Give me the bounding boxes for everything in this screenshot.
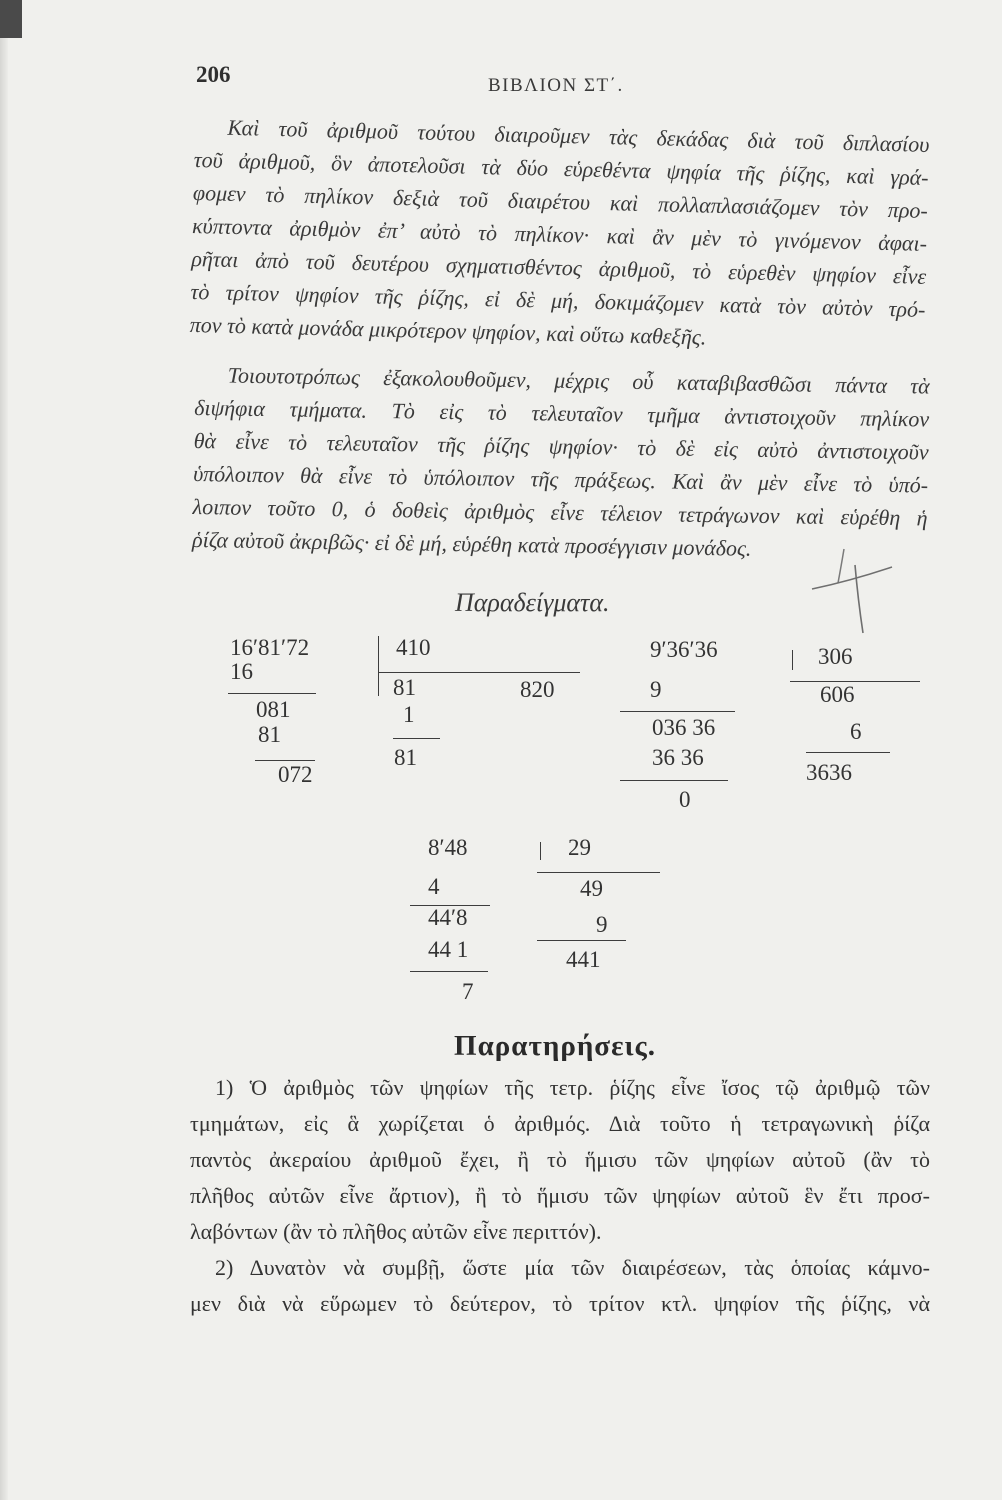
example-3-side-value: 441 bbox=[566, 947, 601, 972]
paragraph-2-line-5: λοιπον τοῦτο 0, ὁ δοθεὶς ἀριθμὸς εἶνε τέλειον τετράγωνον καὶ εὑρέθη ἡ bbox=[192, 493, 928, 531]
example-2-rule bbox=[620, 780, 728, 781]
example-1-work-line: 081 bbox=[256, 697, 291, 722]
observation-1-line-4: πλῆθος αὐτῶν εἶνε ἄρτιον), ἢ τὸ ἥμισυ τῶν ψηφίων αὐτοῦ ἓν ἔτι προσ- bbox=[190, 1183, 930, 1208]
example-3-rule bbox=[410, 971, 488, 972]
example-2-work-line: 9 bbox=[650, 677, 662, 702]
paragraph-1-line-4: κύπτοντα ἀριθμὸν ἐπ’ αὐτὸ τὸ πηλίκον· καὶ ἂν μὲν τὸ γινόμενον ἀφαι- bbox=[191, 212, 928, 256]
example-2-radicand: 9′36′36 bbox=[650, 637, 718, 662]
example-2-divider bbox=[792, 650, 793, 670]
example-1-side-value: 81 bbox=[393, 675, 416, 700]
scan-corner-mark bbox=[0, 0, 22, 38]
example-2-rule bbox=[790, 681, 920, 682]
paragraph-2-line-3: θὰ εἶνε τὸ τελευταῖον τῆς ῥίζης ψηφίον· τὸ δὲ εἰς αὐτὸ ἀντιστοιχοῦν bbox=[193, 427, 929, 465]
example-3-work-line: 44′8 bbox=[428, 905, 468, 930]
example-1-rule bbox=[255, 760, 315, 761]
example-1-remainder: 072 bbox=[278, 762, 313, 787]
example-1-divider bbox=[378, 636, 379, 696]
example-3-side-value: 9 bbox=[596, 912, 608, 937]
paragraph-2 bbox=[192, 358, 930, 568]
example-1-rule bbox=[228, 693, 316, 694]
running-head: ΒΙΒΛΙΟΝ ΣΤ΄. bbox=[488, 75, 624, 96]
paragraph-1 bbox=[189, 110, 929, 359]
observation-1-line-3: παντὸς ἀκεραίου ἀριθμοῦ ἔχει, ἢ τὸ ἥμισυ τῶν ψηφίων αὐτοῦ (ἂν τὸ bbox=[190, 1147, 930, 1172]
paragraph-1-line-1: Καὶ τοῦ ἀριθμοῦ τούτου διαιροῦμεν τὰς δεκάδας διὰ τοῦ διπλασίου bbox=[227, 114, 930, 157]
example-2-side-value: 6 bbox=[850, 719, 862, 744]
example-3-work-line: 4 bbox=[428, 874, 440, 899]
observation-2-line-1: 2) Δυνατὸν νὰ συμβῇ, ὥστε μία τῶν διαιρέσεων, τὰς ὁποίας κάμνο- bbox=[215, 1255, 930, 1280]
example-2-rule bbox=[620, 711, 735, 712]
paragraph-2-line-2: διψήφια τμήματα. Τὸ εἰς τὸ τελευταῖον τμῆμα ἀντιστοιχοῦν πηλίκον bbox=[194, 394, 930, 432]
example-2-work-line: 36 36 bbox=[652, 745, 704, 770]
scan-edge-shadow bbox=[0, 0, 8, 1500]
example-2-side-value: 606 bbox=[820, 682, 855, 707]
example-1-radicand: 16′81′72 bbox=[230, 635, 310, 660]
example-2-rule bbox=[806, 752, 890, 753]
paragraph-1-line-3: φομεν τὸ πηλίκον δεξιὰ τοῦ διαιρέτου καὶ πολλαπλασιάζομεν τὸν προ- bbox=[192, 179, 929, 223]
example-1-rule bbox=[378, 672, 580, 673]
example-2-side-value: 3636 bbox=[806, 760, 852, 785]
paragraph-1-line-2: τοῦ ἀριθμοῦ, ὃν ἀποτελοῦσι τὰ δύο εὑρεθέντα ψηφία τῆς ῥίζης, καὶ γρά- bbox=[193, 146, 929, 190]
example-1-side-value: 81 bbox=[394, 745, 417, 770]
paragraph-2-line-1: Τοιουτοτρόπως ἐξακολουθοῦμεν, μέχρις οὗ καταβιβασθῶσι πάντα τὰ bbox=[227, 362, 930, 399]
observation-1-line-1: 1) Ὁ ἀριθμὸς τῶν ψηφίων τῆς τετρ. ῥίζης εἶνε ἴσος τῷ ἀριθμῷ τῶν bbox=[215, 1075, 930, 1100]
observations-list bbox=[190, 1070, 930, 1322]
example-3-divider bbox=[540, 842, 541, 860]
paragraph-1-line-7: πον τὸ κατὰ μονάδα μικρότερον ψηφίον, καὶ οὕτω καθεξῆς. bbox=[189, 311, 707, 350]
example-1-side-value: 1 bbox=[403, 702, 415, 727]
observation-2-line-2: μεν διὰ νὰ εὕρωμεν τὸ δεύτερον, τὸ τρίτον κτλ. ψηφίον τῆς ῥίζης, νὰ bbox=[190, 1291, 930, 1316]
example-3-root: 29 bbox=[568, 835, 591, 860]
example-1-work-line: 81 bbox=[258, 722, 281, 747]
paragraph-2-line-6: ῥίζα αὐτοῦ ἀκριβῶς· εἰ δὲ μή, εὑρέθη κατὰ προσέγγισιν μονάδος. bbox=[191, 526, 752, 561]
observations-heading: Παρατηρήσεις. bbox=[454, 1030, 656, 1062]
example-3-side-value: 49 bbox=[580, 876, 603, 901]
paragraph-1-line-6: τὸ τρίτον ψηφίον τῆς ῥίζης, εἰ δὲ μή, δοκιμάζομεν κατὰ τὸν αὐτὸν τρό- bbox=[190, 278, 926, 322]
example-2-work-line: 036 36 bbox=[652, 715, 716, 740]
example-1-rule bbox=[393, 738, 440, 739]
examples-heading: Παραδείγματα. bbox=[455, 588, 610, 617]
example-2-remainder: 0 bbox=[679, 787, 691, 812]
example-1-work-line: 16 bbox=[230, 659, 253, 684]
pencil-cross-mark bbox=[800, 545, 910, 640]
page-number: 206 bbox=[196, 62, 231, 87]
example-3-remainder: 7 bbox=[462, 979, 474, 1004]
pencil-bracket-stroke bbox=[838, 549, 844, 583]
example-3-rule bbox=[537, 872, 660, 873]
pencil-horizontal-stroke bbox=[812, 567, 892, 589]
example-2-root: 306 bbox=[818, 644, 853, 669]
pencil-vertical-stroke bbox=[855, 565, 863, 633]
example-3-radicand: 8′48 bbox=[428, 835, 468, 860]
observation-1-line-5: λαβόντων (ἂν τὸ πλῆθος αὐτῶν εἶνε περιττόν). bbox=[190, 1219, 602, 1244]
observation-item-1 bbox=[190, 1070, 930, 1250]
observation-1-line-2: τμημάτων, εἰς ἃ χωρίζεται ὁ ἀριθμός. Διὰ τοῦτο ἡ τετραγωνικὴ ῥίζα bbox=[190, 1111, 930, 1136]
example-1-root: 410 bbox=[396, 635, 431, 660]
paragraph-2-line-4: ὑπόλοιπον θὰ εἶνε τὸ ὑπόλοιπον τῆς πράξεως. Καὶ ἂν μὲν εἶνε τὸ ὑπό- bbox=[192, 460, 929, 498]
example-3-rule bbox=[537, 940, 626, 941]
example-1-side-value: 820 bbox=[520, 677, 555, 702]
observation-item-2 bbox=[190, 1250, 930, 1322]
example-3-work-line: 44 1 bbox=[428, 937, 469, 962]
paragraph-1-line-5: ρῆται ἀπὸ τοῦ δευτέρου σχηματισθέντος ἀριθμοῦ, τὸ εὑρεθὲν ψηφίον εἶνε bbox=[191, 245, 927, 289]
